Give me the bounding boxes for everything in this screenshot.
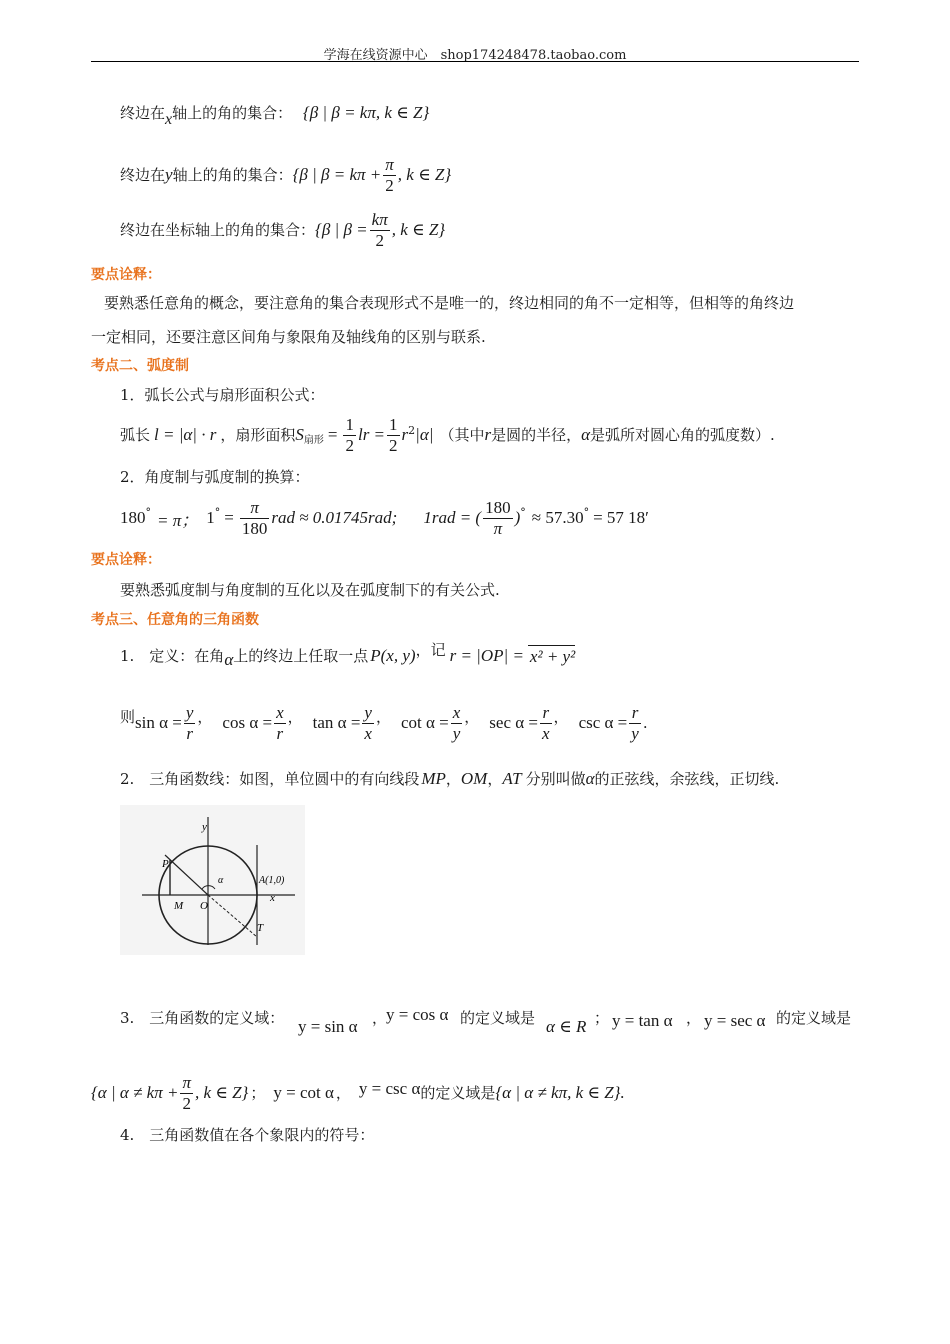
fig-label-m: M xyxy=(174,900,184,912)
section-heading-trig: 考点三、任意角的三角函数 xyxy=(91,612,259,628)
fig-label-o: O xyxy=(200,900,208,912)
coord-fraction: $\frac{k\pi}{2}$ xyxy=(371,209,388,250)
note-text-2: 要熟悉弧度制与角度制的互化以及在弧度制下的有关公式. xyxy=(120,581,500,599)
conversion-fraction-1: $\frac{\pi}{180}$ xyxy=(241,497,268,538)
arc-formula-line: 弧长 l = |α| · r ，扇形面积 S 扇形 = $\frac{1}{2}$ lr = $\frac{1}{2}$ r $^2$ |α| （其中 r 是圆的半径， α 是弧所对圆心角的弧度数）. xyxy=(120,414,775,455)
conversion-line: 180 ° = π； 1 ° = $\frac{\pi}{180}$ rad ≈ 0.01745rad; 1rad = ( $\frac{180}{\pi}$ ) ° ≈ 57.30 ° = 57 18′ xyxy=(120,497,649,538)
sqrt-radicand: x² + y² xyxy=(529,646,576,666)
fig-label-t: T xyxy=(257,922,264,934)
coord-set-line: 终边在坐标轴上的角的集合： {β | β = $\frac{k\pi}{2}$ , k ∈ Z} xyxy=(120,209,446,250)
csc-fraction: $\frac{r}{y}$ xyxy=(631,702,639,743)
sec-fraction: $\frac{r}{x}$ xyxy=(542,702,550,743)
note-heading-2: 要点诠释： xyxy=(91,552,161,568)
conversion-title: 2．角度制与弧度制的换算： xyxy=(120,468,310,486)
arc-formula-title: 1．弧长公式与扇形面积公式： xyxy=(120,386,325,404)
x-axis-set-line: 终边在x轴上的角的集合： {β | β = kπ, k ∈ Z} xyxy=(120,103,430,128)
trig-lines-line: 2. 三角函数线：如图，单位圆中的有向线段 MP ， OM ， AT 分别叫做 α 的正弦线，余弦线，正切线. xyxy=(120,769,780,788)
domain-fraction: $\frac{\pi}{2}$ xyxy=(182,1072,191,1113)
cos-fraction: $\frac{x}{r}$ xyxy=(276,702,284,743)
note-text-1a: 要熟悉任意角的概念，要注意角的集合表现形式不是唯一的，终边相同的角不一定相等，但相等的角终边 xyxy=(104,294,795,312)
fig-label-a: A(1,0) xyxy=(259,875,285,886)
unit-circle-figure xyxy=(120,805,305,955)
cot-fraction: $\frac{x}{y}$ xyxy=(452,702,461,743)
note-heading-1: 要点诠释： xyxy=(91,267,161,283)
note-text-1b: 一定相同，还要注意区间角与象限角及轴线角的区别与联系. xyxy=(91,328,486,346)
fig-label-x: x xyxy=(270,892,275,904)
tan-fraction: $\frac{y}{x}$ xyxy=(364,702,372,743)
y-axis-fraction: $\frac{\pi}{2}$ xyxy=(385,154,394,195)
domain-line-2: {α | α ≠ kπ + $\frac{\pi}{2}$ , k ∈ Z} ； y = cot α ， y = csc α 的定义域是 {α | α ≠ kπ, k ∈ Z}. xyxy=(91,1072,625,1113)
trig-definitions-line: 则 sin α = $\frac{y}{r}$ ， cos α = $\frac{x}{r}$ ， tan α = $\frac{y}{x}$ ， cot α = $\frac{x}{y}$ ， sec α = $\frac{r}{x}$ ， csc α = $\frac{r}{y}$ . xyxy=(120,702,648,743)
y-axis-set-formula-a: {β | β = kπ + xyxy=(292,165,382,184)
definition-line: 1. 定义：在角 α 上的终边上任取一点 P(x, y) ，记 r = |OP| = x² + y² xyxy=(120,641,576,669)
quadrant-signs-title: 4. 三角函数值在各个象限内的符号： xyxy=(120,1126,375,1144)
fig-label-p: P xyxy=(162,858,169,870)
x-axis-set-formula: {β | β = kπ, k ∈ Z} xyxy=(302,103,430,122)
header-rule xyxy=(91,61,859,62)
section-heading-radian: 考点二、弧度制 xyxy=(91,358,189,374)
fig-label-y: y xyxy=(202,821,207,833)
page-header: 学海在线资源中心 shop174248478.taobao.com xyxy=(323,48,627,63)
conversion-fraction-2: $\frac{180}{\pi}$ xyxy=(485,497,511,538)
arc-half-1: $\frac{1}{2}$ xyxy=(345,414,354,455)
arc-half-2: $\frac{1}{2}$ xyxy=(389,414,398,455)
domain-line-1: 3. 三角函数的定义域： y = sin α ， y = cos α 的定义域是 α ∈ R ； y = tan α ， y = sec α 的定义域是 xyxy=(120,1005,852,1036)
unit-circle-diagram xyxy=(120,805,305,955)
sin-fraction: $\frac{y}{r}$ xyxy=(185,702,194,743)
fig-label-alpha: α xyxy=(218,875,224,886)
y-axis-set-line: 终边在 y 轴上的角的集合： {β | β = kπ + $\frac{\pi}{2}$ , k ∈ Z} xyxy=(120,154,452,195)
